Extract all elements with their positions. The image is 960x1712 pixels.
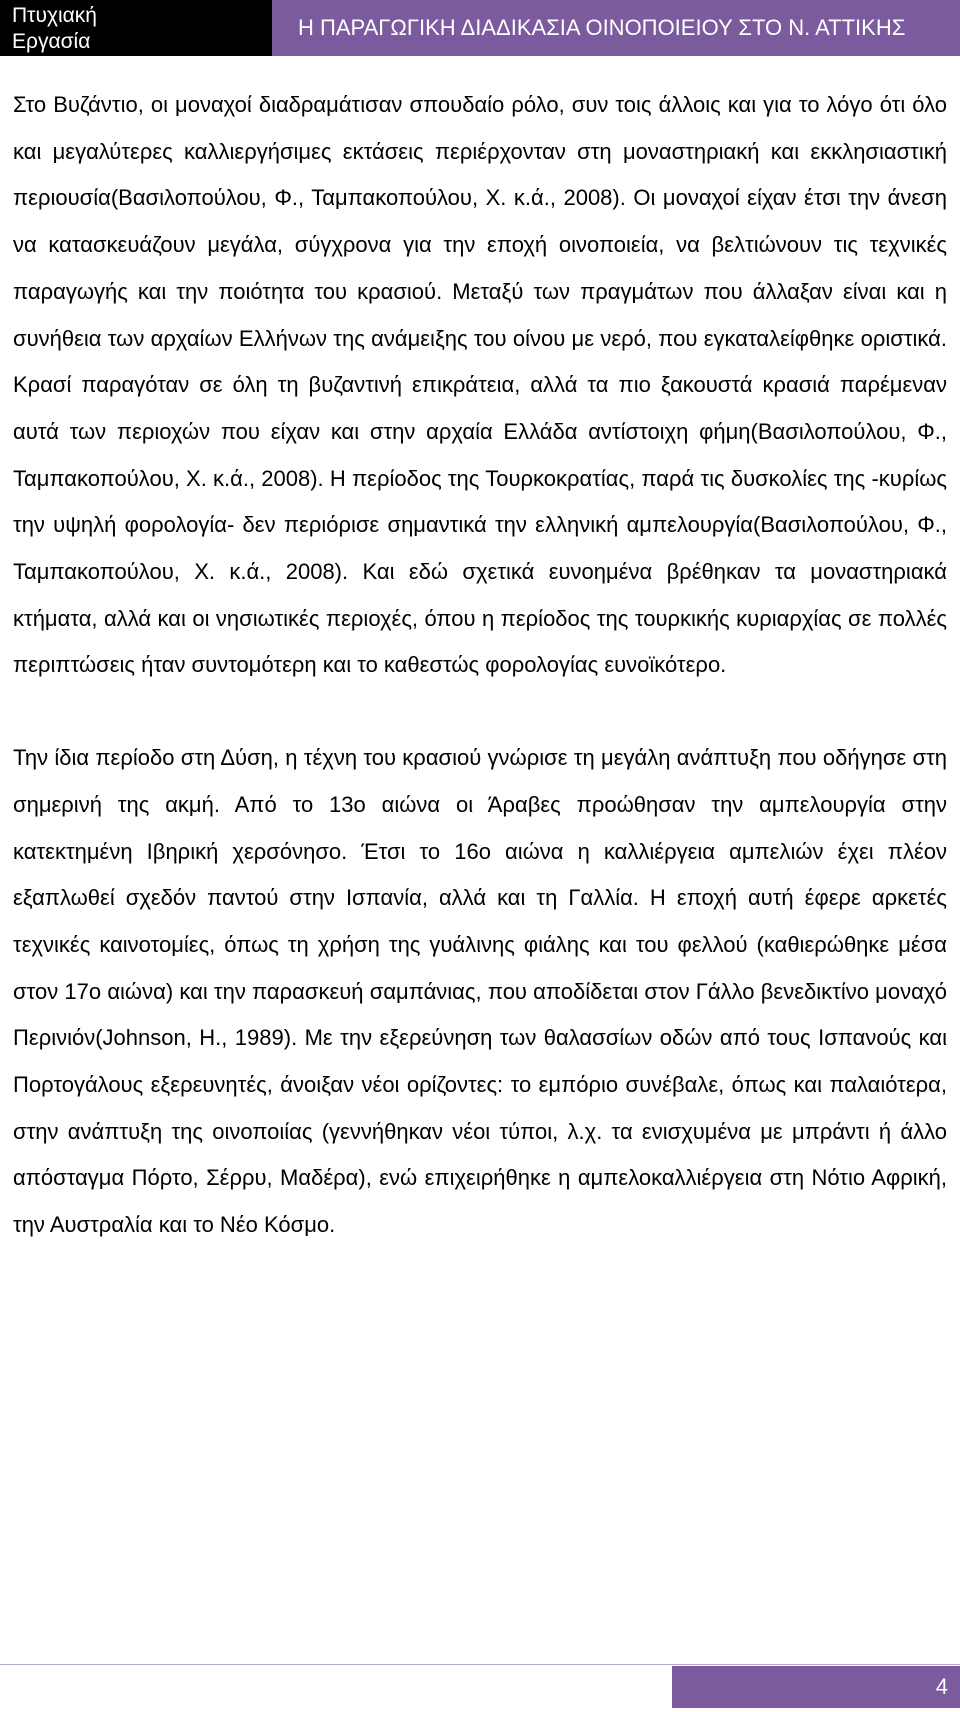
header-title: Η ΠΑΡΑΓΩΓΙΚΗ ΔΙΑΔΙΚΑΣΙΑ ΟΙΝΟΠΟΙΕΙΟΥ ΣΤΟ Ν. ΑΤΤΙΚΗΣ (272, 0, 960, 56)
footer-divider (0, 1664, 960, 1665)
paragraph-west: Την ίδια περίοδο στη Δύση, η τέχνη του κρασιού γνώρισε τη μεγάλη ανάπτυξη που οδήγησε στη σημερινή της ακμή. Από το 13ο αιώνα οι Άραβες προώθησαν την αμπελουργία στην κατεκτημένη Ιβηρική χερσόνησο. Έτσι το 16ο αιώνα η καλλιέργεια αμπελιών έχει πλέον εξαπλωθεί σχεδόν παντού στην Ισπανία, αλλά και τη Γαλλία. Η εποχή αυτή έφερε αρκετές τεχνικές καινοτομίες, όπως τη χρήση της γυάλινης φιάλης και του φελλού (καθιερώθηκε μέσα στον 17ο αιώνα) και την παρασκευή σαμπάνιας, που αποδίδεται στον Γάλλο βενεδικτίνο μοναχό Περινιόν(Johnson, H., 1989). Με την εξερεύνηση των θαλασσίων οδών από τους Ισπανούς και Πορτογάλους εξερευνητές, άνοιξαν νέοι ορίζοντες: το εμπόριο συνέβαλε, όπως και παλαιότερα, στην ανάπτυξη της οινοποιίας (γεννήθηκαν νέοι τύποι, λ.χ. τα ενισχυμένα με μπράντι ή άλλο απόσταγμα Πόρτο, Σέρρυ, Μαδέρα), ενώ επιχειρήθηκε η αμπελοκαλλιέργεια στη Νότιο Αφρική, την Αυστραλία και το Νέο Κόσμο. (13, 745, 947, 1238)
header-label-line1: Πτυχιακή (12, 4, 97, 27)
page-number: 4 (672, 1666, 960, 1708)
header-label (0, 0, 272, 56)
document-body (13, 82, 947, 1249)
paragraph-byzantium: Στο Βυζάντιο, οι μοναχοί διαδραμάτισαν σπουδαίο ρόλο, συν τοις άλλοις και για το λόγο ότι όλο και μεγαλύτερες καλλιεργήσιμες εκτάσεις περιέρχονταν στη μοναστηριακή και εκκλησιαστική περιουσία(Βασιλοπούλου, Φ., Ταμπακοπούλου, Χ. κ.ά., 2008). Οι μοναχοί είχαν έτσι την άνεση να κατασκευάζουν μεγάλα, σύγχρονα για την εποχή οινοποιεία, να βελτιώνουν τις τεχνικές παραγωγής και την ποιότητα του κρασιού. Μεταξύ των πραγμάτων που άλλαξαν είναι και η συνήθεια των αρχαίων Ελλήνων της ανάμειξης του οίνου με νερό, που εγκαταλείφθηκε οριστικά. Κρασί παραγόταν σε όλη τη βυζαντινή επικράτεια, αλλά τα πιο ξακουστά κρασιά παρέμεναν αυτά των περιοχών που είχαν και στην αρχαία Ελλάδα αντίστοιχη φήμη(Βασιλοπούλου, Φ., Ταμπακοπούλου, Χ. κ.ά., 2008). Η περίοδος της Τουρκοκρατίας, παρά τις δυσκολίες της -κυρίως την υψηλή φορολογία- δεν περιόρισε σημαντικά την ελληνική αμπελουργία(Βασιλοπούλου, Φ., Ταμπακοπούλου, Χ. κ.ά., 2008). Και εδώ σχετικά ευνοημένα βρέθηκαν τα μοναστηριακά κτήματα, αλλά και οι νησιωτικές περιοχές, όπου η περίοδος της τουρκικής κυριαρχίας σε πολλές περιπτώσεις ήταν συντομότερη και το καθεστώς φορολογίας ευνοϊκότερο. (13, 92, 947, 678)
page-header (0, 0, 960, 56)
header-label-line2: Εργασία (12, 30, 91, 53)
